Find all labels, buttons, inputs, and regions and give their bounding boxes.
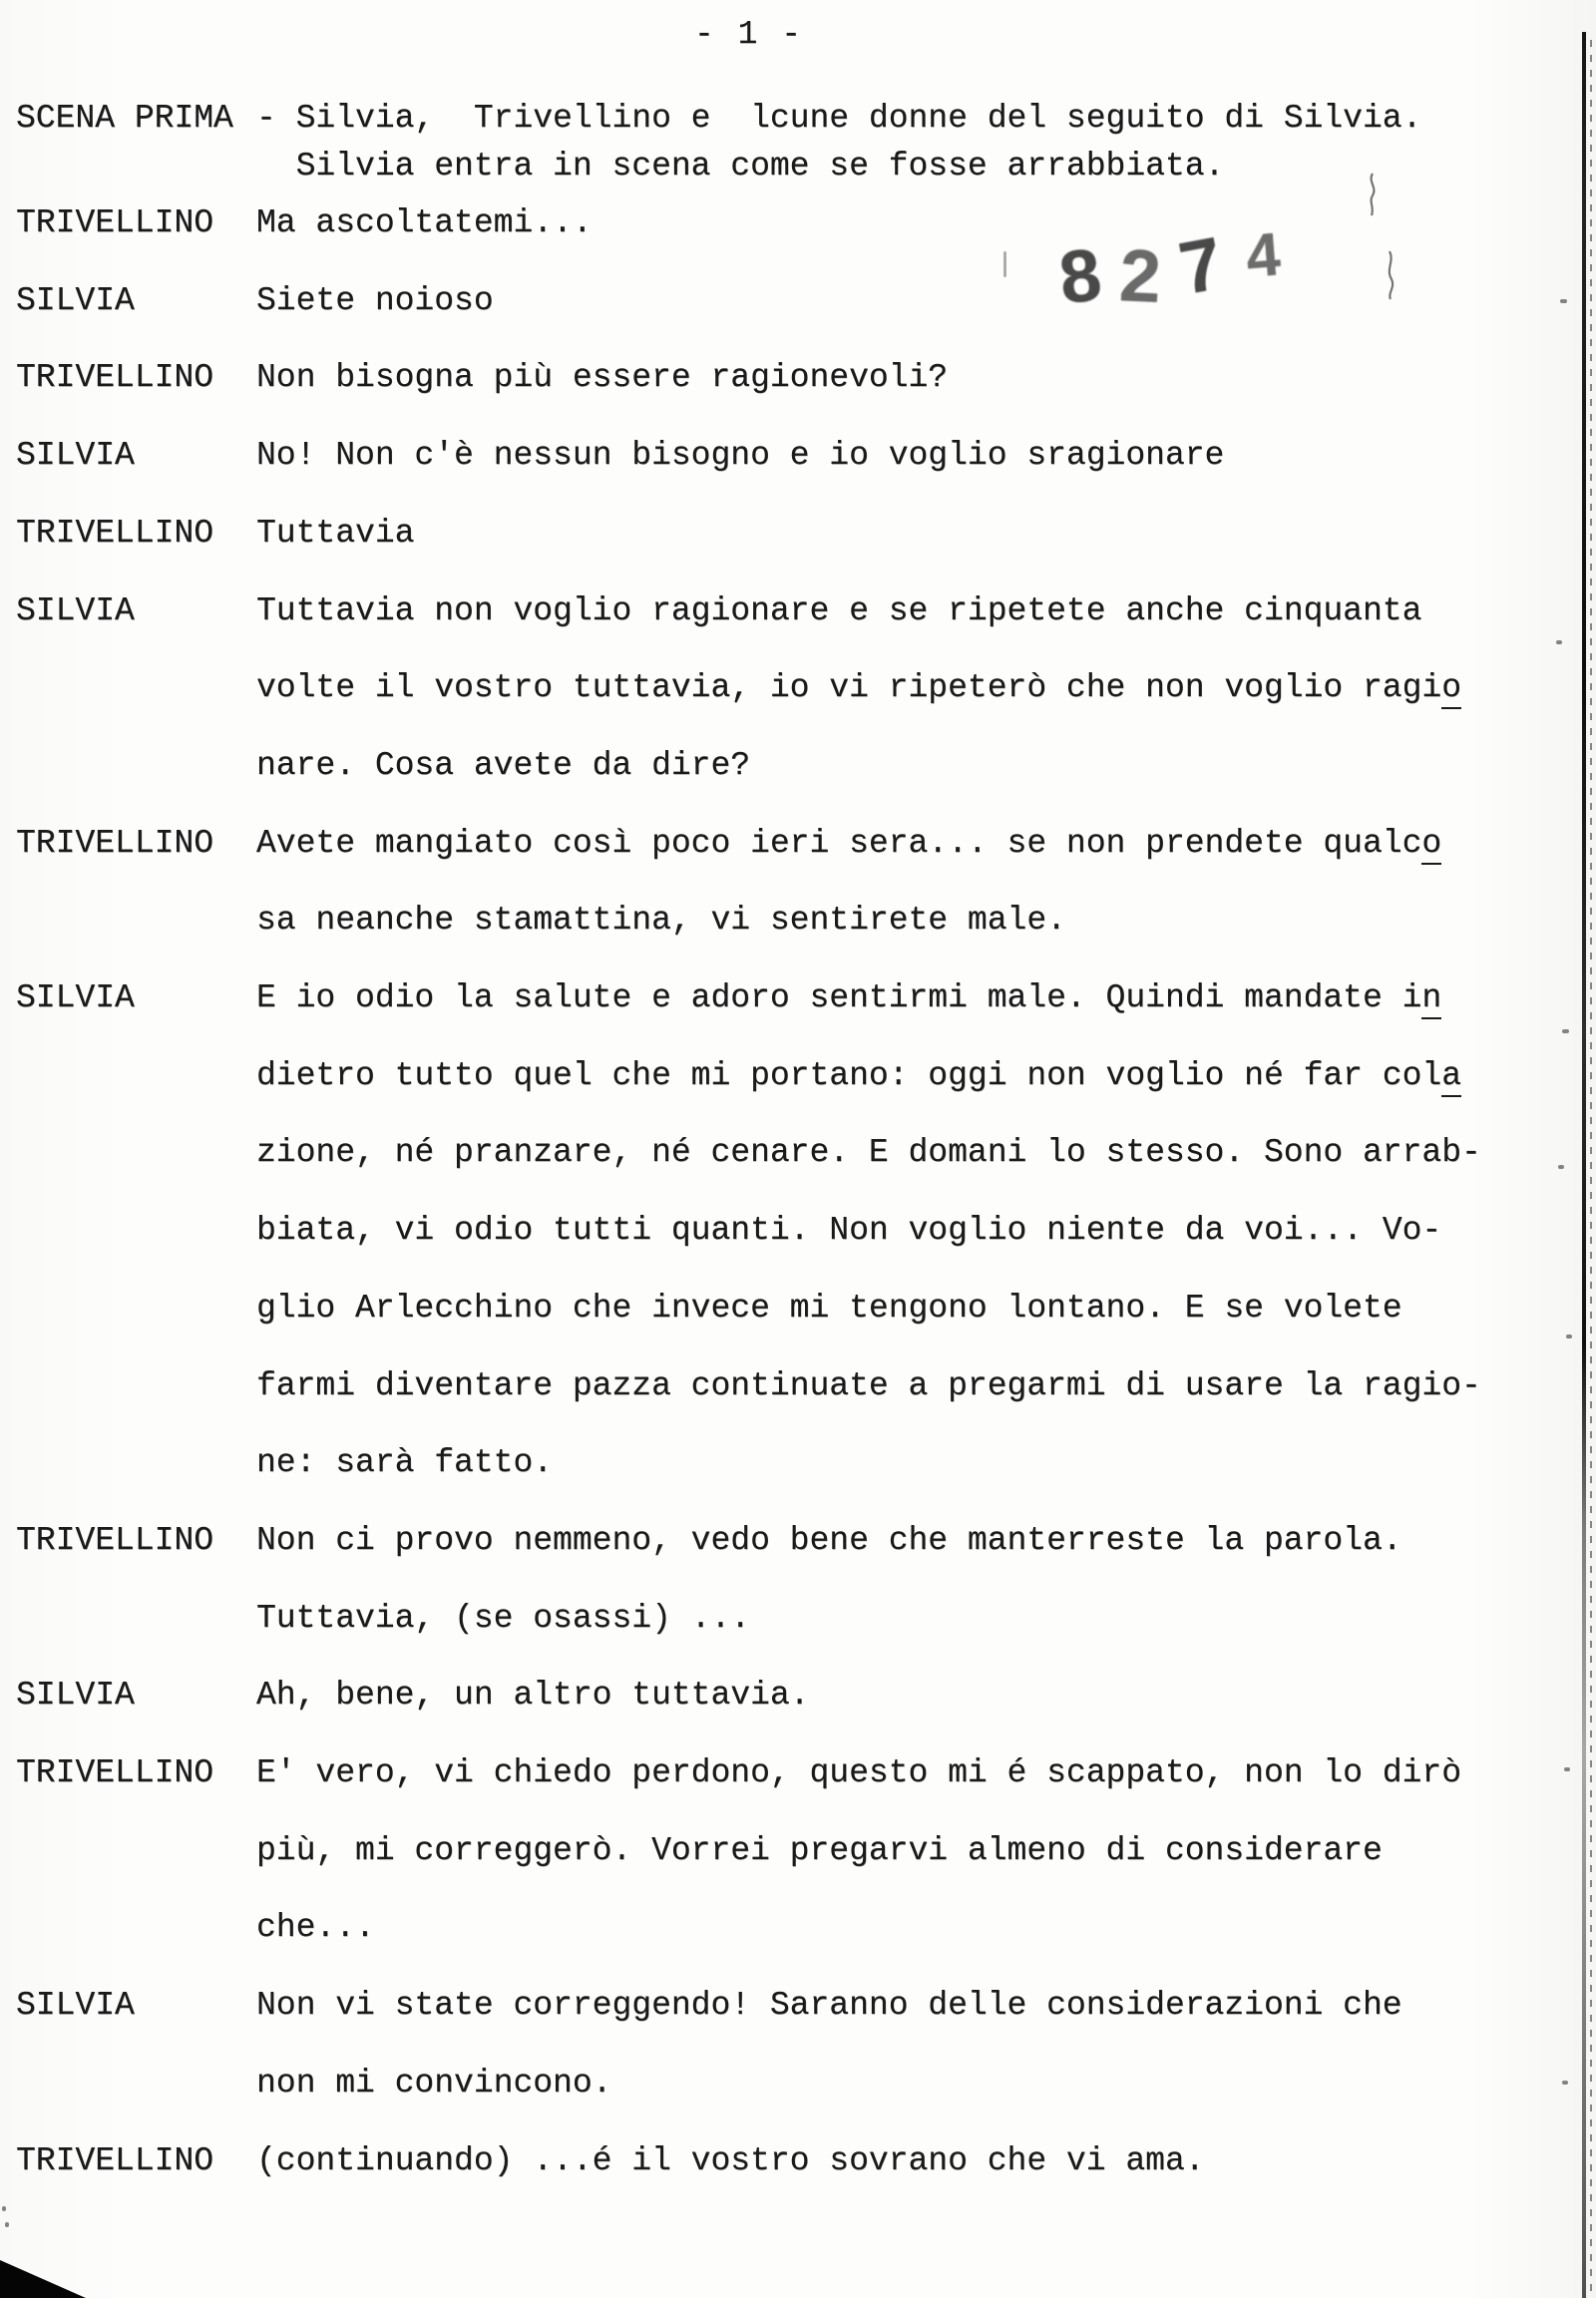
script-line: [0, 1212, 1596, 1252]
dialogue-text: ne: sarà fatto.: [256, 1444, 554, 1481]
dialogue-text: Siete noioso: [256, 282, 494, 319]
dialogue-text: più, mi correggerò. Vorrei pregarvi almeno di considerare: [256, 1832, 1383, 1869]
scan-artifact-tick: [1560, 299, 1567, 303]
script-line: [0, 148, 1596, 188]
character-label: SILVIA: [16, 282, 135, 319]
character-label: TRIVELLINO: [16, 1754, 214, 1791]
script-line: [0, 979, 1596, 1019]
dialogue-text: glio Arlecchino che invece mi tengono lontano. E se volete: [256, 1290, 1402, 1327]
scan-artifact-right-edge-line: [1582, 32, 1586, 2298]
dialogue-text: - Silvia, Trivellino e lcune donne del seguito di Silvia.: [256, 100, 1422, 137]
dialogue-text: Tuttavia, (se osassi) ...: [256, 1600, 751, 1637]
character-label: SCENA PRIMA: [16, 100, 233, 137]
character-label: SILVIA: [16, 1677, 135, 1714]
script-line: [0, 1290, 1596, 1330]
script-line: [0, 1987, 1596, 2027]
script-line: [0, 747, 1596, 787]
script-line: [0, 1522, 1596, 1562]
dialogue-text: nare. Cosa avete da dire?: [256, 747, 751, 784]
script-line: [0, 1600, 1596, 1640]
dialogue-text: Ma ascoltatemi...: [256, 204, 593, 241]
script-line: [0, 1832, 1596, 1872]
scan-artifact-tick: [1556, 640, 1562, 644]
scan-artifact-tick: [5, 2222, 9, 2227]
underlined-suffix: a: [1441, 1057, 1461, 1097]
scan-artifact-tick: [1564, 1767, 1570, 1771]
dialogue-text: No! Non c'è nessun bisogno e io voglio sragionare: [256, 437, 1225, 474]
scan-artifact-squiggle: [1365, 172, 1381, 217]
script-line: [0, 669, 1596, 709]
dialogue-text: dietro tutto quel che mi portano: oggi non voglio né far cola: [256, 1057, 1461, 1094]
scan-artifact-squiggle: [1383, 249, 1398, 301]
script-line: [0, 1909, 1596, 1949]
scan-artifact-corner-wedge: [0, 2260, 86, 2298]
dialogue-text: biata, vi odio tutti quanti. Non voglio niente da voi... Vo-: [256, 1212, 1442, 1249]
script-line: [0, 515, 1596, 555]
dialogue-text: volte il vostro tuttavia, io vi ripeterò che non voglio ragio: [256, 669, 1461, 706]
dialogue-text: Non vi state correggendo! Saranno delle considerazioni che: [256, 1987, 1402, 2024]
dialogue-text: Tuttavia: [256, 515, 415, 552]
scan-artifact-stray-dash: [1003, 251, 1006, 277]
stamp-digit: 2: [1117, 233, 1183, 319]
character-label: TRIVELLINO: [16, 1522, 214, 1559]
script-line: [0, 902, 1596, 942]
character-label: SILVIA: [16, 437, 135, 474]
underlined-suffix: o: [1421, 825, 1441, 865]
page-number: - 1 -: [694, 16, 804, 53]
scan-artifact-right-edge-dashes: [1590, 40, 1592, 2294]
underlined-suffix: n: [1421, 979, 1441, 1019]
script-line: [0, 437, 1596, 477]
script-line: [0, 359, 1596, 399]
stamp-digit: 7: [1173, 217, 1249, 310]
scan-artifact-tick: [1566, 1335, 1572, 1339]
script-line: [0, 1134, 1596, 1174]
script-line: [0, 1754, 1596, 1794]
script-line: [0, 2142, 1596, 2182]
stamp-digit: 4: [1244, 217, 1300, 290]
underlined-suffix: o: [1441, 669, 1461, 709]
dialogue-text: non mi convincono.: [256, 2065, 612, 2102]
character-label: SILVIA: [16, 979, 135, 1016]
dialogue-text: Non ci provo nemmeno, vedo bene che manterreste la parola.: [256, 1522, 1402, 1559]
dialogue-text: farmi diventare pazza continuate a pregarmi di usare la ragio-: [256, 1367, 1481, 1404]
script-line: [0, 1057, 1596, 1097]
scan-artifact-tick: [1562, 2081, 1568, 2085]
dialogue-text: che...: [256, 1909, 375, 1946]
dialogue-text: E io odio la salute e adoro sentirmi male. Quindi mandate in: [256, 979, 1441, 1016]
script-line: [0, 1367, 1596, 1407]
dialogue-text: Ah, bene, un altro tuttavia.: [256, 1677, 810, 1714]
stamp-number: [1054, 217, 1360, 321]
dialogue-text: Tuttavia non voglio ragionare e se ripetete anche cinquanta: [256, 592, 1422, 629]
character-label: TRIVELLINO: [16, 204, 214, 241]
dialogue-text: Avete mangiato così poco ieri sera... se non prendete qualco: [256, 825, 1441, 862]
script-line: [0, 825, 1596, 865]
script-line: [0, 2065, 1596, 2105]
dialogue-text: zione, né pranzare, né cenare. E domani lo stesso. Sono arrab-: [256, 1134, 1481, 1171]
dialogue-text: Non bisogna più essere ragionevoli?: [256, 359, 949, 396]
character-label: SILVIA: [16, 1987, 135, 2024]
scan-artifact-tick: [1562, 1029, 1569, 1033]
script-line: [0, 1444, 1596, 1484]
dialogue-text: (continuando) ...é il vostro sovrano che vi ama.: [256, 2142, 1205, 2179]
script-line: [0, 592, 1596, 632]
dialogue-text: Silvia entra in scena come se fosse arrabbiata.: [256, 148, 1225, 185]
character-label: SILVIA: [16, 592, 135, 629]
character-label: TRIVELLINO: [16, 825, 214, 862]
script-line: [0, 100, 1596, 140]
script-line: [0, 1677, 1596, 1717]
dialogue-text: E' vero, vi chiedo perdono, questo mi é scappato, non lo dirò: [256, 1754, 1461, 1791]
scan-artifact-tick: [1558, 1165, 1564, 1169]
character-label: TRIVELLINO: [16, 515, 214, 552]
dialogue-text: sa neanche stamattina, vi sentirete male.: [256, 902, 1066, 939]
character-label: TRIVELLINO: [16, 359, 214, 396]
character-label: TRIVELLINO: [16, 2142, 214, 2179]
scan-artifact-tick: [2, 2206, 6, 2211]
stamp-digit: 8: [1054, 229, 1126, 320]
